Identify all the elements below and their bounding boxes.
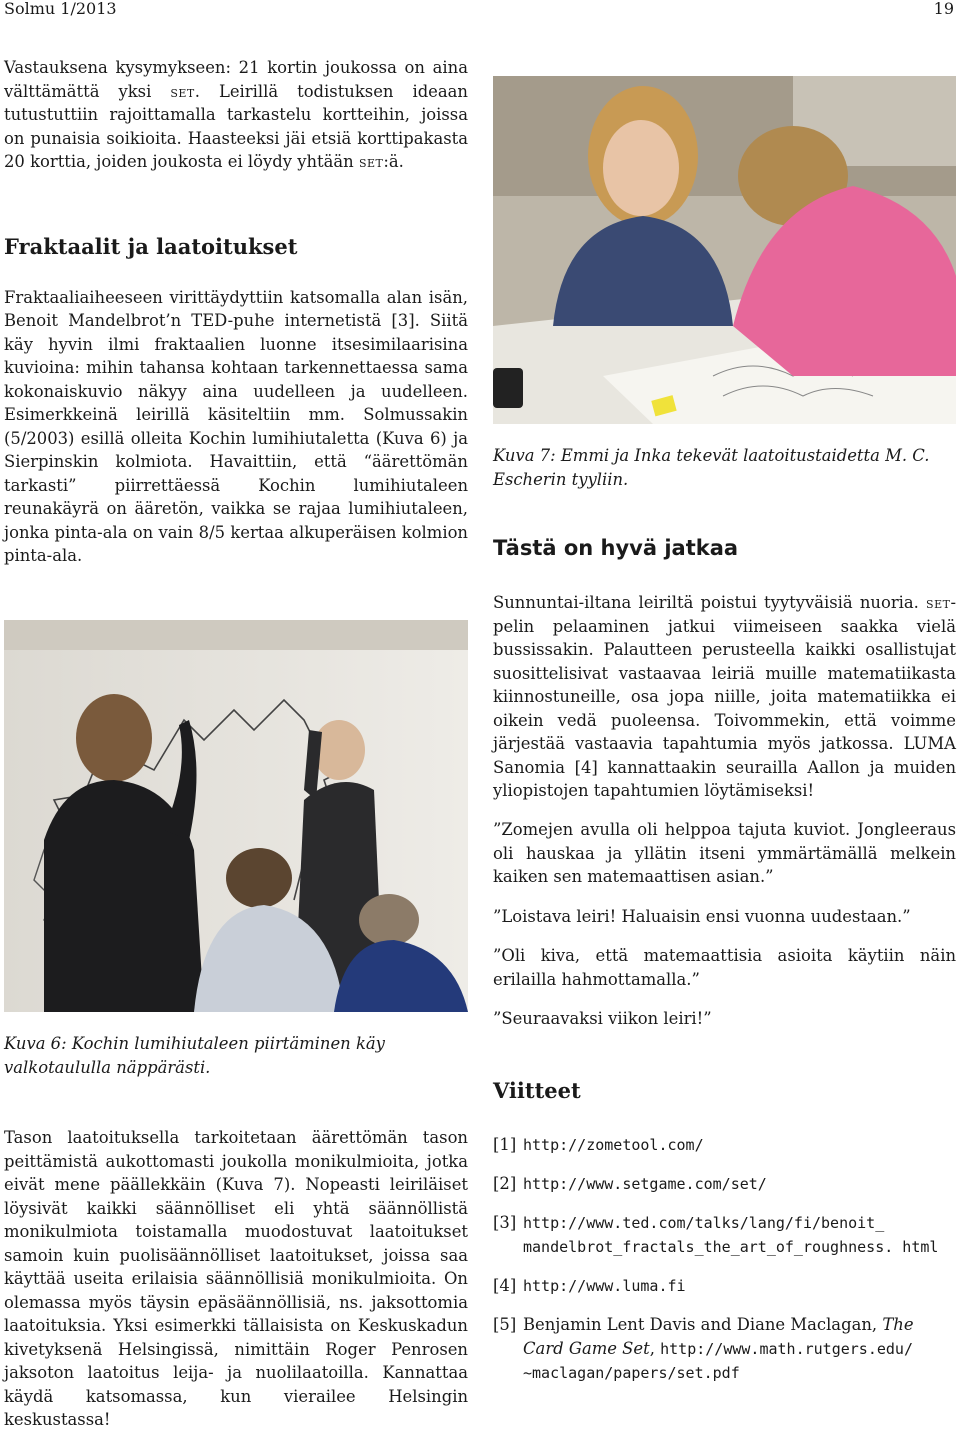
quote-item: ”Oli kiva, että matemaattisia asioita käytiin näin erilailla hahmottamalla.” — [493, 946, 956, 989]
text-run: :ä. — [383, 152, 404, 171]
url-text[interactable]: http://zometool.com/ — [523, 1136, 704, 1154]
section-title-continue: Tästä on hyvä jatkaa — [493, 536, 739, 560]
page-number: 19 — [933, 0, 954, 18]
tiling-paragraph: Tason laatoituksella tarkoitetaan äärettömän tason peittämistä aukottomasti joukolla monikulmioita, jotka eivät mene päällekkäin (Kuva 7). Nopeasti leiriläiset löysivät kaikki säännölliset eli yhtä säännöllistä monikulmiota toistamalla muodostuvat laatoitukset samoin kuin puolisäännölliset laatoitukset, joissa saa käyttää useita erilaisia säännöllisiä monikulmioita. On olemassa myös täysin epäsäännöllisiä, ns. jaksottomia laatoituksia. Yksi esimerkki tällaisista on Keskuskadun kivetyksenä Helsingissä, nimittäin Roger Penrosen jaksoton laatoitus leija- ja nuolilaatoilla. Kannattaa käydä katsomassa, kun vierailee Helsingin keskustassa! — [4, 1128, 468, 1429]
figure6-caption: Kuva 6: Kochin lumihiutaleen piirtäminen käy valkotaululla näppärästi. — [4, 1034, 385, 1077]
running-header — [0, 0, 960, 22]
reference-item — [493, 1133, 956, 1157]
fractal-paragraph: Fraktaaliaiheeseen virittäydyttiin katsomalla alan isän, Benoit Mandelbrot’n TED-puhe internetistä [3]. Siitä käy hyvin ilmi fraktaalien luonne itsesimilaarisina kuvioina: mihin tahansa kohtaan tarkennettaessa sama kokonaiskuvio näkyy aina uudelleen ja uudelleen. Esimerkkeinä leirillä käsiteltiin mm. Solmussakin (5/2003) esillä olleita Kochin lumihiutaletta (Kuva 6) ja Sierpinskin kolmiota. Havaittiin, että “äärettömän tarkasti” piirrettäessä Kochin lumihiutaleen reunakäyrä on ääretön, vaikka se rajaa lumihiutaleen, jonka pinta-ala on vain 8/5 kertaa alkuperäisen kolmion pinta-ala. — [4, 287, 468, 565]
url-text[interactable]: http://www.setgame.com/set/ — [523, 1175, 767, 1193]
reference-item — [493, 1313, 956, 1385]
reference-number: [3] — [493, 1213, 517, 1232]
text-run: Vastauksena kysymykseen: 21 kortin joukossa on aina välttämättä yksi — [4, 58, 468, 101]
url-text[interactable]: http://www.ted.com/talks/lang/fi/benoit_ mandelbrot_fractals_the_art_of_roughness. html — [523, 1214, 939, 1256]
text-run: -pelin pelaaminen jatkui viimeiseen saakka vielä bussissakin. Palautteen perusteella kaikki osallistujat suosittelisivat vastaavaa leiriä muille matematiikasta kiinnostuneille, osa jopa niille, joita matematiikka ei oikein vedä puoleensa. Toivommekin, että voimme järjestää vastaavia tapahtumia myös jatkossa. LUMA Sanomia [4] kannattaakin seurailla Aallon ja muiden yliopistojen tapahtumien löytämiseksi! — [493, 593, 956, 800]
references-title: Viitteet — [493, 1078, 581, 1103]
quote-item: ”Loistava leiri! Haluaisin ensi vuonna uudestaan.” — [493, 906, 911, 926]
italic-title: The Card Game Set — [523, 1315, 914, 1358]
reference-number: [4] — [493, 1276, 517, 1295]
reference-number: [5] — [493, 1315, 517, 1334]
figure6-photo — [4, 620, 468, 1012]
text-run: , — [649, 1339, 661, 1358]
text-run: Sunnuntai-iltana leiriltä poistui tyytyväisiä nuoria. — [493, 593, 927, 612]
small-caps-term: set — [170, 81, 195, 101]
left-column — [4, 56, 468, 568]
continue-paragraph — [493, 591, 956, 803]
small-caps-term: set — [358, 152, 384, 171]
reference-item — [493, 1274, 956, 1298]
figure7-caption: Kuva 7: Emmi ja Inka tekevät laatoitustaidetta M. C. Escherin tyyliin. — [493, 446, 930, 489]
url-text[interactable]: http://www.math.rutgers.edu/ ~maclagan/papers/set.pdf — [523, 1340, 913, 1382]
text-run: . Leirillä todistuksen ideaan tutustuttiin rajoittamalla tarkastelu kortteihin, joissa on punaisia soikioita. Haasteeksi jäi etsiä korttipakasta 20 korttia, joiden joukosta ei löydy yhtään — [4, 81, 468, 171]
reference-item — [493, 1211, 956, 1259]
url-text[interactable]: http://www.luma.fi — [523, 1277, 686, 1295]
text-run: Benjamin Lent Davis and Diane Maclagan, — [523, 1315, 883, 1334]
intro-paragraph — [4, 56, 468, 174]
reference-item — [493, 1172, 956, 1196]
quote-item: ”Seuraavaksi viikon leiri!” — [493, 1009, 712, 1028]
reference-number: [2] — [493, 1174, 517, 1193]
section-title-fractals: Fraktaalit ja laatoitukset — [4, 233, 298, 259]
figure7-photo — [493, 76, 956, 424]
small-caps-term: set — [926, 593, 951, 612]
reference-number: [1] — [493, 1135, 517, 1154]
quote-item: ”Zomejen avulla oli helppoa tajuta kuviot. Jongleeraus oli hauskaa ja yllätin itseni ymmärtämällä melkein kaiken sen matemaattisen asian.” — [493, 820, 956, 886]
references-list — [493, 1133, 956, 1385]
feedback-quotes — [493, 818, 956, 1031]
journal-issue: Solmu 1/2013 — [4, 0, 117, 18]
